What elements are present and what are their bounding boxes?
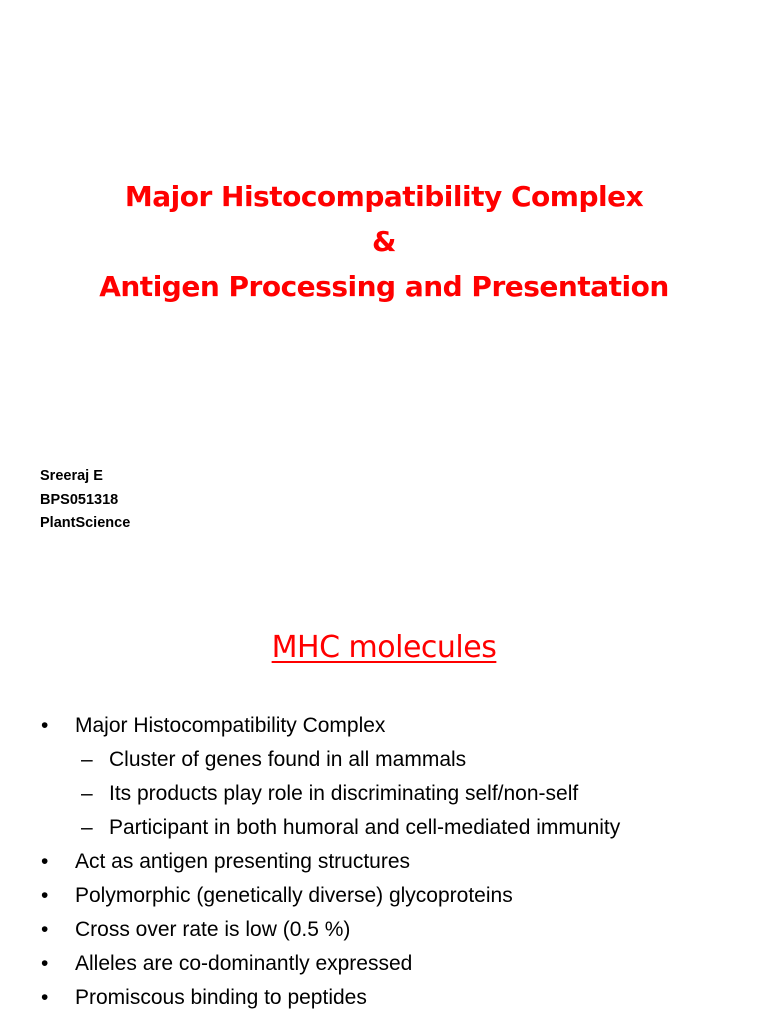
list-item bbox=[0, 777, 768, 811]
slide-title-line-3: Antigen Processing and Presentation bbox=[99, 270, 669, 303]
list-item-text: Act as antigen presenting structures bbox=[75, 850, 411, 873]
list-item bbox=[0, 913, 768, 947]
author-id: BPS051318 bbox=[40, 491, 119, 508]
bullet-marker: • bbox=[41, 850, 49, 873]
list-item bbox=[0, 981, 768, 1015]
bullet-list bbox=[0, 709, 768, 1015]
list-item-text: Alleles are co-dominantly expressed bbox=[75, 952, 413, 975]
list-item-text: Cross over rate is low (0.5 %) bbox=[75, 918, 351, 941]
bullet-marker: • bbox=[41, 714, 49, 737]
list-item bbox=[0, 879, 768, 913]
author-name: Sreeraj E bbox=[40, 468, 103, 484]
dash-marker: – bbox=[81, 748, 93, 771]
bullet-marker: • bbox=[41, 884, 49, 907]
list-item bbox=[0, 947, 768, 981]
list-item-text: Its products play role in discriminating self/non-self bbox=[109, 782, 579, 805]
bullet-marker: • bbox=[41, 918, 49, 941]
bullet-marker: • bbox=[41, 986, 49, 1009]
list-item bbox=[0, 743, 768, 777]
dash-marker: – bbox=[81, 782, 93, 805]
list-item-text: Cluster of genes found in all mammals bbox=[109, 748, 467, 771]
slide-title-line-1: Major Histocompatibility Complex bbox=[124, 180, 644, 213]
dash-marker: – bbox=[81, 816, 93, 839]
list-item bbox=[0, 811, 768, 845]
author-department: PlantScience bbox=[40, 515, 131, 531]
list-item-text: Promiscous binding to peptides bbox=[75, 986, 367, 1009]
list-item-text: Polymorphic (genetically diverse) glycoproteins bbox=[75, 884, 513, 907]
list-item bbox=[0, 709, 768, 743]
list-item-text: Major Histocompatibility Complex bbox=[75, 714, 386, 737]
slide-title-line-2: & bbox=[372, 225, 396, 258]
author-info bbox=[40, 465, 130, 536]
list-item-text: Participant in both humoral and cell-mediated immunity bbox=[109, 816, 621, 839]
slide-title bbox=[0, 174, 768, 309]
bullet-marker: • bbox=[41, 952, 49, 975]
section-heading: MHC molecules bbox=[271, 630, 497, 665]
list-item bbox=[0, 845, 768, 879]
